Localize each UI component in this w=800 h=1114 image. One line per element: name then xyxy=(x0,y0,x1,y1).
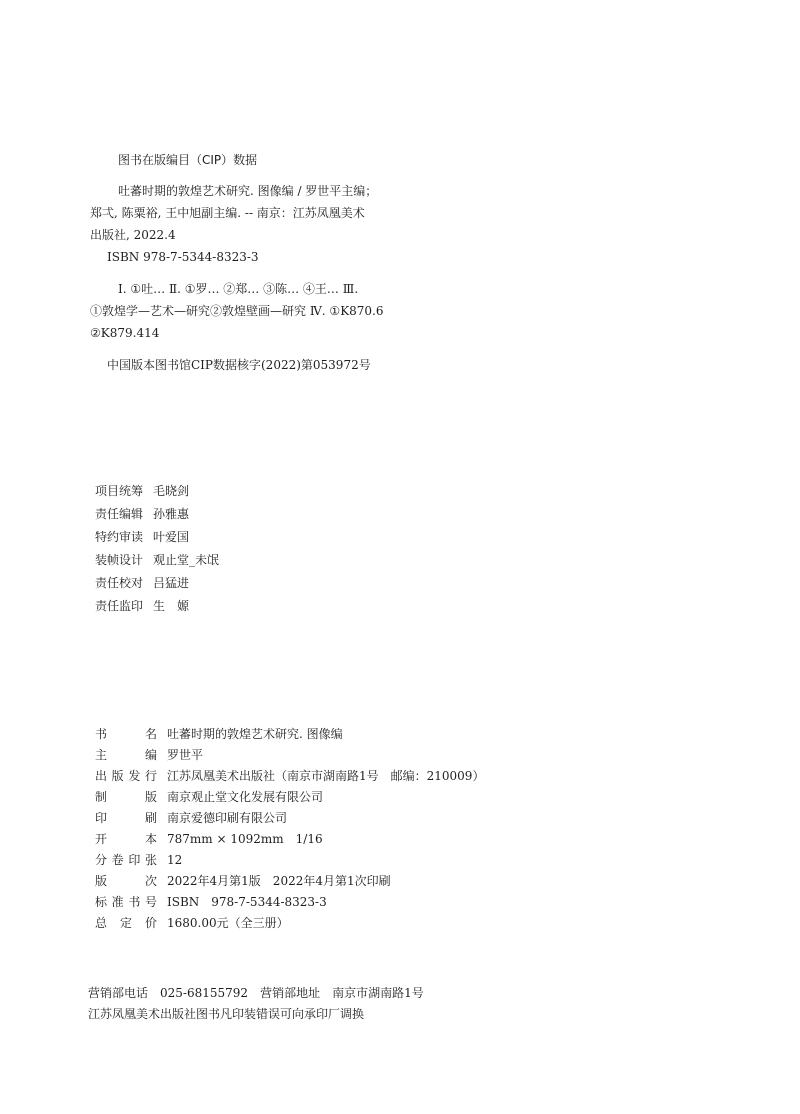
detail-label: 主编 xyxy=(95,748,157,762)
detail-row xyxy=(95,873,391,889)
detail-label: 书名 xyxy=(95,727,157,741)
staff-row xyxy=(95,552,219,568)
cip-line: 吐蕃时期的敦煌艺术研究. 图像编 / 罗世平主编； xyxy=(118,184,378,198)
detail-value: 吐蕃时期的敦煌艺术研究. 图像编 xyxy=(167,727,343,741)
detail-value: 江苏凤凰美术出版社（南京市湖南路1号 邮编：210009） xyxy=(167,769,485,783)
detail-row xyxy=(95,789,323,805)
staff-label: 责任监印 xyxy=(95,599,144,613)
detail-label: 版次 xyxy=(95,874,157,888)
detail-value: ISBN 978-7-5344-8323-3 xyxy=(167,895,327,909)
detail-row xyxy=(95,831,323,847)
detail-row xyxy=(95,747,203,763)
cip-isbn: ISBN 978-7-5344-8323-3 xyxy=(107,250,259,264)
detail-row xyxy=(95,915,289,931)
detail-label: 印刷 xyxy=(95,811,157,825)
cip-subject-line: ②K879.414 xyxy=(90,326,160,340)
staff-row xyxy=(95,529,189,545)
staff-row xyxy=(95,598,189,614)
detail-label: 出版发行 xyxy=(95,769,157,783)
detail-value: 787mm × 1092mm 1/16 xyxy=(167,832,323,846)
marketing-tel-value: 025-68155792 xyxy=(160,986,249,1000)
staff-value: 生 嫄 xyxy=(153,599,190,613)
detail-value: 2022年4月第1版 2022年4月第1次印刷 xyxy=(167,874,391,888)
marketing-addr-value: 南京市湖南路1号 xyxy=(332,986,424,1000)
detail-value: 罗世平 xyxy=(167,748,204,762)
staff-value: 叶爱国 xyxy=(153,530,190,544)
cip-subject-line: Ⅰ. ①吐… Ⅱ. ①罗… ②郑… ③陈… ④王… Ⅲ. xyxy=(118,282,359,296)
staff-label: 项目统筹 xyxy=(95,484,144,498)
detail-value: 南京观止堂文化发展有限公司 xyxy=(167,790,324,804)
detail-label: 标准书号 xyxy=(95,895,157,909)
detail-value: 南京爱德印刷有限公司 xyxy=(167,811,288,825)
cip-title: 图书在版编目（CIP）数据 xyxy=(118,153,258,167)
marketing-contact xyxy=(88,985,424,1001)
staff-value: 毛晓剑 xyxy=(153,484,190,498)
detail-value: 12 xyxy=(167,853,183,867)
detail-row xyxy=(95,726,343,742)
marketing-addr-label: 营销部地址 xyxy=(260,986,321,1000)
staff-value: 吕猛进 xyxy=(153,576,190,590)
staff-row xyxy=(95,483,189,499)
cip-line: 郑弌, 陈粟裕, 王中旭副主编. -- 南京：江苏凤凰美术 xyxy=(90,206,365,220)
staff-row xyxy=(95,506,189,522)
detail-label: 制版 xyxy=(95,790,157,804)
staff-row xyxy=(95,575,189,591)
detail-row xyxy=(95,894,327,910)
detail-row xyxy=(95,852,182,868)
staff-label: 责任编辑 xyxy=(95,507,144,521)
staff-label: 责任校对 xyxy=(95,576,144,590)
staff-value: 孙雅惠 xyxy=(153,507,190,521)
detail-label: 分卷印张 xyxy=(95,853,157,867)
cip-line: 出版社, 2022.4 xyxy=(90,228,176,242)
detail-label: 总定价 xyxy=(95,916,157,930)
staff-value: 观止堂_未氓 xyxy=(153,553,220,567)
cip-core-note: 中国版本图书馆CIP数据核字(2022)第053972号 xyxy=(107,358,371,372)
cip-subject-line: ①敦煌学—艺术—研究②敦煌壁画—研究 Ⅳ. ①K870.6 xyxy=(90,304,384,318)
detail-row xyxy=(95,768,484,784)
detail-row xyxy=(95,810,287,826)
detail-label: 开本 xyxy=(95,832,157,846)
misprint-note: 江苏凤凰美术出版社图书凡印装错误可向承印厂调换 xyxy=(88,1007,365,1021)
detail-value: 1680.00元（全三册） xyxy=(167,916,289,930)
marketing-tel-label: 营销部电话 xyxy=(88,986,149,1000)
staff-label: 装帧设计 xyxy=(95,553,144,567)
staff-label: 特约审读 xyxy=(95,530,144,544)
